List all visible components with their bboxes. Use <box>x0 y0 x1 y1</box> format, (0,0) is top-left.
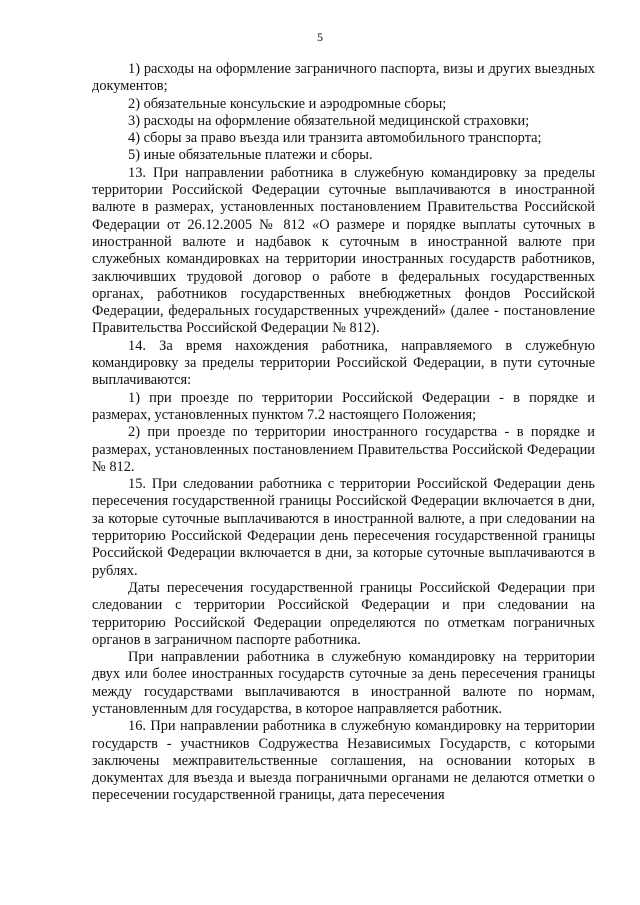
paragraph-clause-15-dates: Даты пересечения государственной границы Российской Федерации при следовании с территории Российской Федерации и при следовании на территорию Российской Федерации определяются по отметкам пограничных органов в заграничном паспорте работника. <box>92 579 595 648</box>
paragraph-item-4: 4) сборы за право въезда или транзита автомобильного транспорта; <box>128 130 542 147</box>
paragraph-clause-15: 15. При следовании работника с территории Российской Федерации день пересечения государственной границы Российской Федерации включается в дни, за которые суточные выплачиваются в иностранной валюте, а при следовании на территорию Российской Федерации день пересечения государственной границы Российской Федерации включается в дни, за которые суточные выплачиваются в рублях. <box>92 476 595 579</box>
paragraph-clause-13: 13. При направлении работника в служебную командировку за пределы территории Российской Федерации суточные выплачиваются в иностранной валюте в размерах, установленных постановлением Правительства Российской Федерации от 26.12.2005 № 812 «О размере и порядке выплаты суточных в иностранной валюте и надбавок к суточным в иностранной валюте при служебных командировках на территории иностранных государств работников, заключивших трудовой договор о работе в федеральных государственных органах, работников государственных внебюджетных фондов Российской Федерации, федеральных государственных учреждений» (далее - постановление Правительства Российской Федерации № 812). <box>92 164 595 337</box>
paragraph-item-5: 5) иные обязательные платежи и сборы. <box>128 147 373 164</box>
document-body <box>92 61 595 805</box>
paragraph-clause-16: 16. При направлении работника в служебную командировку на территории государств - участников Содружества Независимых Государств, с которыми заключены межправительственные соглашения, на основании которых в документах для въезда и выезда пограничными органами не делаются отметки о пересечении государственной границы, дата пересечения <box>92 718 595 804</box>
paragraph-item-2: 2) обязательные консульские и аэродромные сборы; <box>128 95 447 112</box>
page-number: 5 <box>317 30 323 44</box>
paragraph-item-3: 3) расходы на оформление обязательной медицинской страховки; <box>128 112 530 129</box>
paragraph-clause-14-item-2: 2) при проезде по территории иностранного государства - в порядке и размерах, установленных постановлением Правительства Российской Федерации № 812. <box>92 424 595 475</box>
paragraph-clause-14: 14. За время нахождения работника, направляемого в служебную командировку за пределы территории Российской Федерации, в пути суточные выплачиваются: <box>92 337 595 389</box>
paragraph-clause-14-item-1: 1) при проезде по территории Российской Федерации - в порядке и размерах, установленных пунктом 7.2 настоящего Положения; <box>92 389 595 423</box>
paragraph-clause-15-multiple-states: При направлении работника в служебную командировку на территории двух или более иностранных государств суточные за день пересечения границы между государствами выплачиваются в иностранной валюте по нормам, установленным для государства, в которое направляется работник. <box>92 649 595 717</box>
paragraph-item-1: 1) расходы на оформление заграничного паспорта, визы и других выездных документов; <box>92 61 595 95</box>
